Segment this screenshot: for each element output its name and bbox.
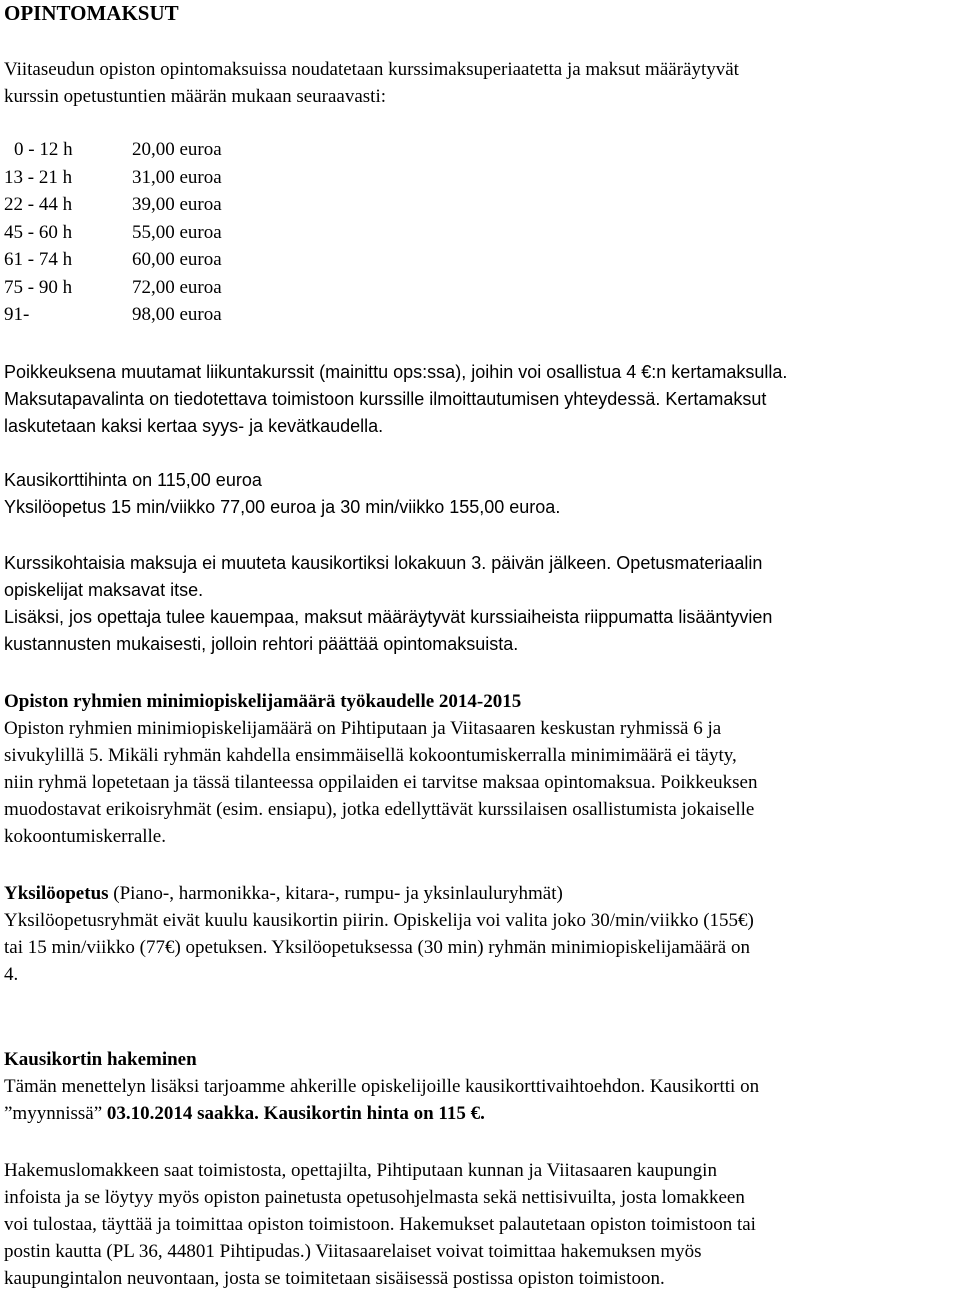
individual-line: tai 15 min/viikko (77€) opetuksen. Yksilöopetuksessa (30 min) ryhmän minimiopiskelijamäärä on <box>4 937 750 958</box>
minimum-line: sivukylillä 5. Mikäli ryhmän kahdella ensimmäisellä kokoontumiskerralla minimimäärä ei täyty, <box>4 745 737 766</box>
fee-range: 61 - 74 h <box>4 249 73 270</box>
course-fees-line: opiskelijat maksavat itse. <box>4 580 204 600</box>
minimum-line: niin ryhmä lopetetaan ja tässä tilanteessa oppilaiden ei tarvitse maksaa opintomaksua. Poikkeuksen <box>4 772 758 793</box>
course-fees-paragraph <box>4 550 954 658</box>
fee-price: 60,00 euroa <box>132 249 222 270</box>
fee-range: 75 - 90 h <box>4 276 73 298</box>
exceptions-line: Poikkeuksena muutamat liikuntakurssit (mainittu ops:ssa), joihin voi osallistua 4 €:n kertamaksulla. <box>4 362 788 382</box>
individual-line: 4. <box>4 964 19 985</box>
fee-range: 91- <box>4 304 30 325</box>
course-fees-line: Lisäksi, jos opettaja tulee kauempaa, maksut määräytyvät kurssiaiheista riippumatta lisääntyvien <box>4 607 773 627</box>
individual-section <box>4 880 954 988</box>
individual-heading-bold: Yksilöopetus <box>4 883 109 904</box>
exceptions-paragraph <box>4 359 954 440</box>
table-row <box>4 301 222 329</box>
fee-range: 45 - 60 h <box>4 221 73 243</box>
apply-line-plain: ”myynnissä” <box>4 1103 107 1124</box>
fee-range: 22 - 44 h <box>4 194 73 215</box>
table-row <box>4 246 222 274</box>
fee-price: 55,00 euroa <box>132 221 222 243</box>
course-fees-line: kustannusten mukaisesti, jolloin rehtori päättää opintomaksuista. <box>4 634 519 654</box>
intro-line: Viitaseudun opiston opintomaksuissa noudatetaan kurssimaksuperiaatetta ja maksut määräytyvät <box>4 59 739 80</box>
forms-line: Hakemuslomakkeen saat toimistosta, opettajilta, Pihtiputaan kunnan ja Viitasaaren kaupungin <box>4 1160 717 1181</box>
individual-line: Yksilöopetusryhmät eivät kuulu kausikortin piirin. Opiskelija voi valita joko 30/min/viikko (155€) <box>4 910 754 931</box>
minimum-line: Opiston ryhmien minimiopiskelijamäärä on Pihtiputaan ja Viitasaaren keskustan ryhmissä 6 ja <box>4 718 722 739</box>
season-card-line: Yksilöopetus 15 min/viikko 77,00 euroa ja 30 min/viikko 155,00 euroa. <box>4 497 561 517</box>
forms-line: infoista ja se löytyy myös opiston painetusta opetusohjelmasta sekä nettisivuilta, josta lomakkeen <box>4 1187 745 1208</box>
fee-price: 20,00 euroa <box>132 139 222 160</box>
minimum-line: muodostavat erikoisryhmät (esim. ensiapu), jotka edellyttävät kurssilaisen osallistumista jokaiselle <box>4 799 755 820</box>
forms-line: postin kautta (PL 36, 44801 Pihtipudas.) Viitasaarelaiset voivat toimittaa hakemuksen myös <box>4 1241 702 1262</box>
intro-paragraph <box>4 56 954 110</box>
minimum-section <box>4 688 954 850</box>
minimum-heading: Opiston ryhmien minimiopiskelijamäärä työkaudelle 2014-2015 <box>4 691 522 712</box>
fee-price: 98,00 euroa <box>132 304 222 325</box>
minimum-line: kokoontumiskerralle. <box>4 826 166 847</box>
season-card-line: Kausikorttihinta on 115,00 euroa <box>4 470 262 490</box>
exceptions-line: Maksutapavalinta on tiedotettava toimistoon kurssille ilmoittautumisen yhteydessä. Kertamaksut <box>4 389 767 409</box>
apply-section <box>4 1046 954 1127</box>
fee-price: 31,00 euroa <box>132 166 222 188</box>
table-row <box>4 136 222 164</box>
fee-range: 13 - 21 h <box>4 166 73 188</box>
apply-line: Tämän menettelyn lisäksi tarjoamme ahkerille opiskelijoille kausikorttivaihtoehdon. Kausikortti on <box>4 1076 760 1097</box>
table-row <box>4 191 222 219</box>
individual-heading-rest: (Piano-, harmonikka-, kitara-, rumpu- ja yksinlauluryhmät) <box>108 883 563 904</box>
forms-line: voi tulostaa, täyttää ja toimittaa opiston toimistoon. Hakemukset palautetaan opiston toimistoon tai <box>4 1214 756 1235</box>
table-row <box>4 219 222 247</box>
apply-line <box>4 1100 954 1127</box>
fee-table <box>4 136 222 329</box>
forms-paragraph <box>4 1157 954 1292</box>
page-title: OPINTOMAKSUT <box>4 1 179 25</box>
season-card-paragraph <box>4 467 954 521</box>
fee-price: 39,00 euroa <box>132 194 222 215</box>
fee-range: 0 - 12 h <box>14 139 73 160</box>
fee-price: 72,00 euroa <box>132 276 222 298</box>
forms-line: kaupungintalon neuvontaan, josta se toimitetaan sisäisessä postissa opiston toimistoon. <box>4 1268 665 1289</box>
apply-line-bold: 03.10.2014 saakka. Kausikortin hinta on 115 €. <box>106 1103 485 1124</box>
table-row <box>4 164 222 192</box>
apply-heading: Kausikortin hakeminen <box>4 1049 197 1070</box>
exceptions-line: laskutetaan kaksi kertaa syys- ja kevätkaudella. <box>4 416 384 436</box>
course-fees-line: Kurssikohtaisia maksuja ei muuteta kausikortiksi lokakuun 3. päivän jälkeen. Opetusmateriaalin <box>4 553 763 573</box>
individual-heading <box>4 880 954 907</box>
intro-line: kurssin opetustuntien määrän mukaan seuraavasti: <box>4 86 387 107</box>
table-row <box>4 274 222 302</box>
